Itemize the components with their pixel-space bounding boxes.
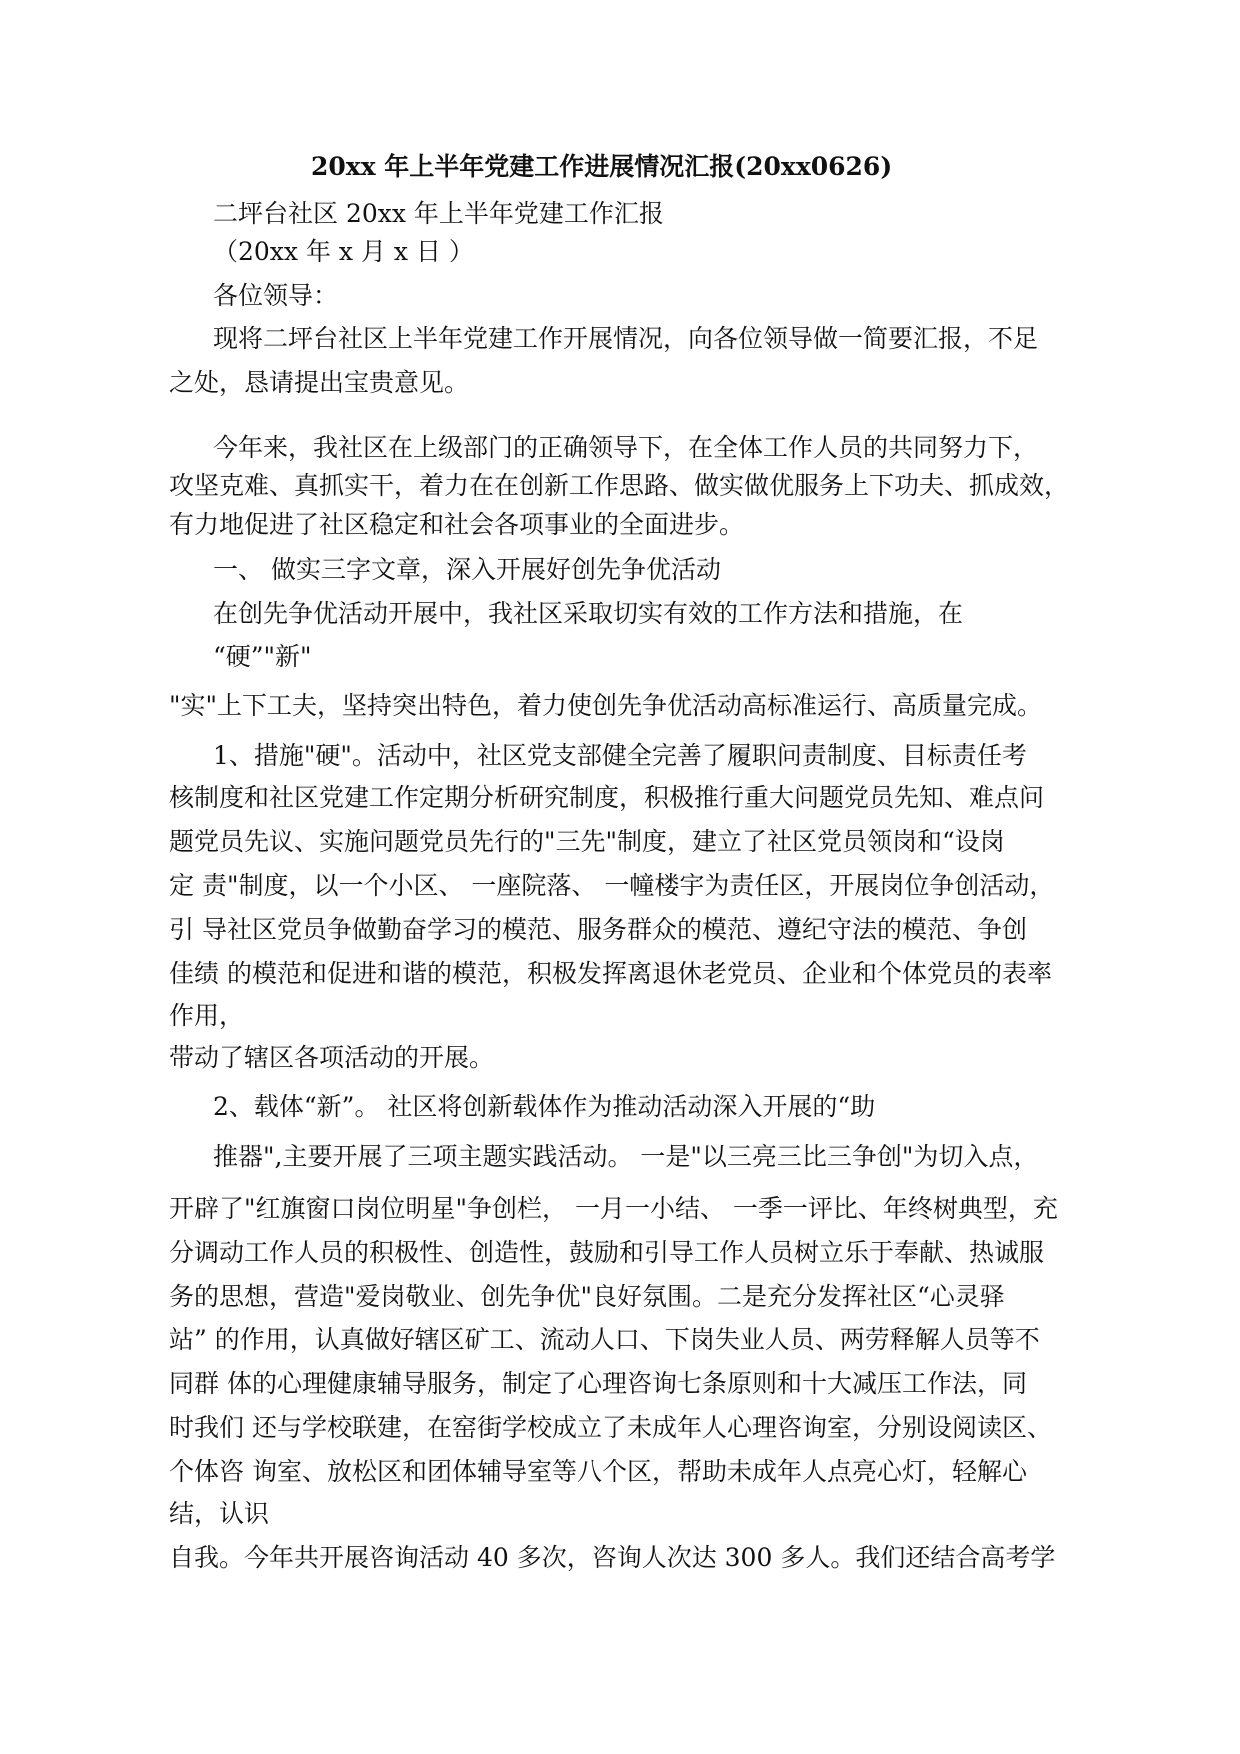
section-heading: 一、 做实三字文章，深入开展好创先争优活动 <box>213 555 721 584</box>
paragraph-line: 作用， <box>169 1001 245 1030</box>
paragraph-line: 同群 体的心理健康辅导服务，制定了心理咨询七条原则和十大减压工作法，同 <box>169 1369 1027 1398</box>
paragraph-line: 个体咨 询室、放松区和团体辅导室等八个区，帮助未成年人点亮心灯，轻解心 <box>169 1457 1027 1486</box>
paragraph-line: 务的思想，营造"爱岗敬业、创先争优"良好氛围。二是充分发挥社区“心灵驿 <box>169 1282 1005 1311</box>
paragraph-line: 现将二坪台社区上半年党建工作开展情况，向各位领导做一简要汇报，不足 <box>213 324 1039 353</box>
paragraph-line: 之处，恳请提出宝贵意见。 <box>169 368 470 397</box>
paragraph-line: 定 责"制度，以一个小区、 一座院落、 一幢楼宇为责任区，开展岗位争创活动， <box>169 871 1055 900</box>
paragraph-line: 开辟了"红旗窗口岗位明星"争创栏， 一月一小结、 一季一评比、年终树典型，充 <box>169 1194 1058 1223</box>
paragraph-line: 1、措施"硬"。活动中，社区党支部健全完善了履职问责制度、目标责任考 <box>213 741 1027 770</box>
report-subtitle: 二坪台社区 20xx 年上半年党建工作汇报 <box>213 199 664 228</box>
document-title: 20xx 年上半年党建工作进展情况汇报(20xx0626) <box>311 152 893 181</box>
paragraph-line: 题党员先议、实施问题党员先行的"三先"制度，建立了社区党员领岗和“设岗 <box>169 827 1005 856</box>
paragraph-line: 结，认识 <box>169 1499 270 1528</box>
paragraph-line: 引 导社区党员争做勤奋学习的模范、服务群众的模范、遵纪守法的模范、争创 <box>169 915 1027 944</box>
paragraph-line: 在创先争优活动开展中，我社区采取切实有效的工作方法和措施，在 <box>213 599 964 628</box>
paragraph-line: 有力地促进了社区稳定和社会各项事业的全面进步。 <box>169 510 745 539</box>
paragraph-line: 分调动工作人员的积极性、创造性，鼓励和引导工作人员树立乐于奉献、热诚服 <box>169 1238 1045 1267</box>
paragraph-line: 带动了辖区各项活动的开展。 <box>169 1043 495 1072</box>
paragraph-line: 时我们 还与学校联建，在窑街学校成立了未成年人心理咨询室，分别设阅读区、 <box>169 1413 1052 1442</box>
paragraph-line: 站” 的作用，认真做好辖区矿工、流动人口、下岗失业人员、两劳释解人员等不 <box>169 1325 1040 1354</box>
salutation: 各位领导： <box>213 281 339 310</box>
paragraph-line: 佳绩 的模范和促进和谐的模范，积极发挥离退休老党员、企业和个体党员的表率 <box>169 959 1052 988</box>
paragraph-line: 今年来，我社区在上级部门的正确领导下，在全体工作人员的共同努力下， <box>213 433 1039 462</box>
paragraph-line: "实"上下工夫，坚持突出特色，着力使创先争优活动高标准运行、高质量完成。 <box>169 691 1043 720</box>
paragraph-line: 推器",主要开展了三项主题实践活动。 一是"以三亮三比三争创"为切入点， <box>213 1142 1039 1171</box>
paragraph-line: 核制度和社区党建工作定期分析研究制度，积极推行重大问题党员先知、难点问 <box>169 783 1045 812</box>
paragraph-line: 攻坚克难、真抓实干，着力在在创新工作思路、做实做优服务上下功夫、抓成效， <box>169 471 1070 500</box>
report-date: （20xx 年 x 月 x 日 ） <box>213 237 474 266</box>
paragraph-line: 2、载体“新”。 社区将创新载体作为推动活动深入开展的“助 <box>213 1092 876 1121</box>
paragraph-line: “硬”"新" <box>213 642 312 671</box>
paragraph-line: 自我。今年共开展咨询活动 40 多次，咨询人次达 300 多人。我们还结合高考学 <box>169 1543 1056 1572</box>
